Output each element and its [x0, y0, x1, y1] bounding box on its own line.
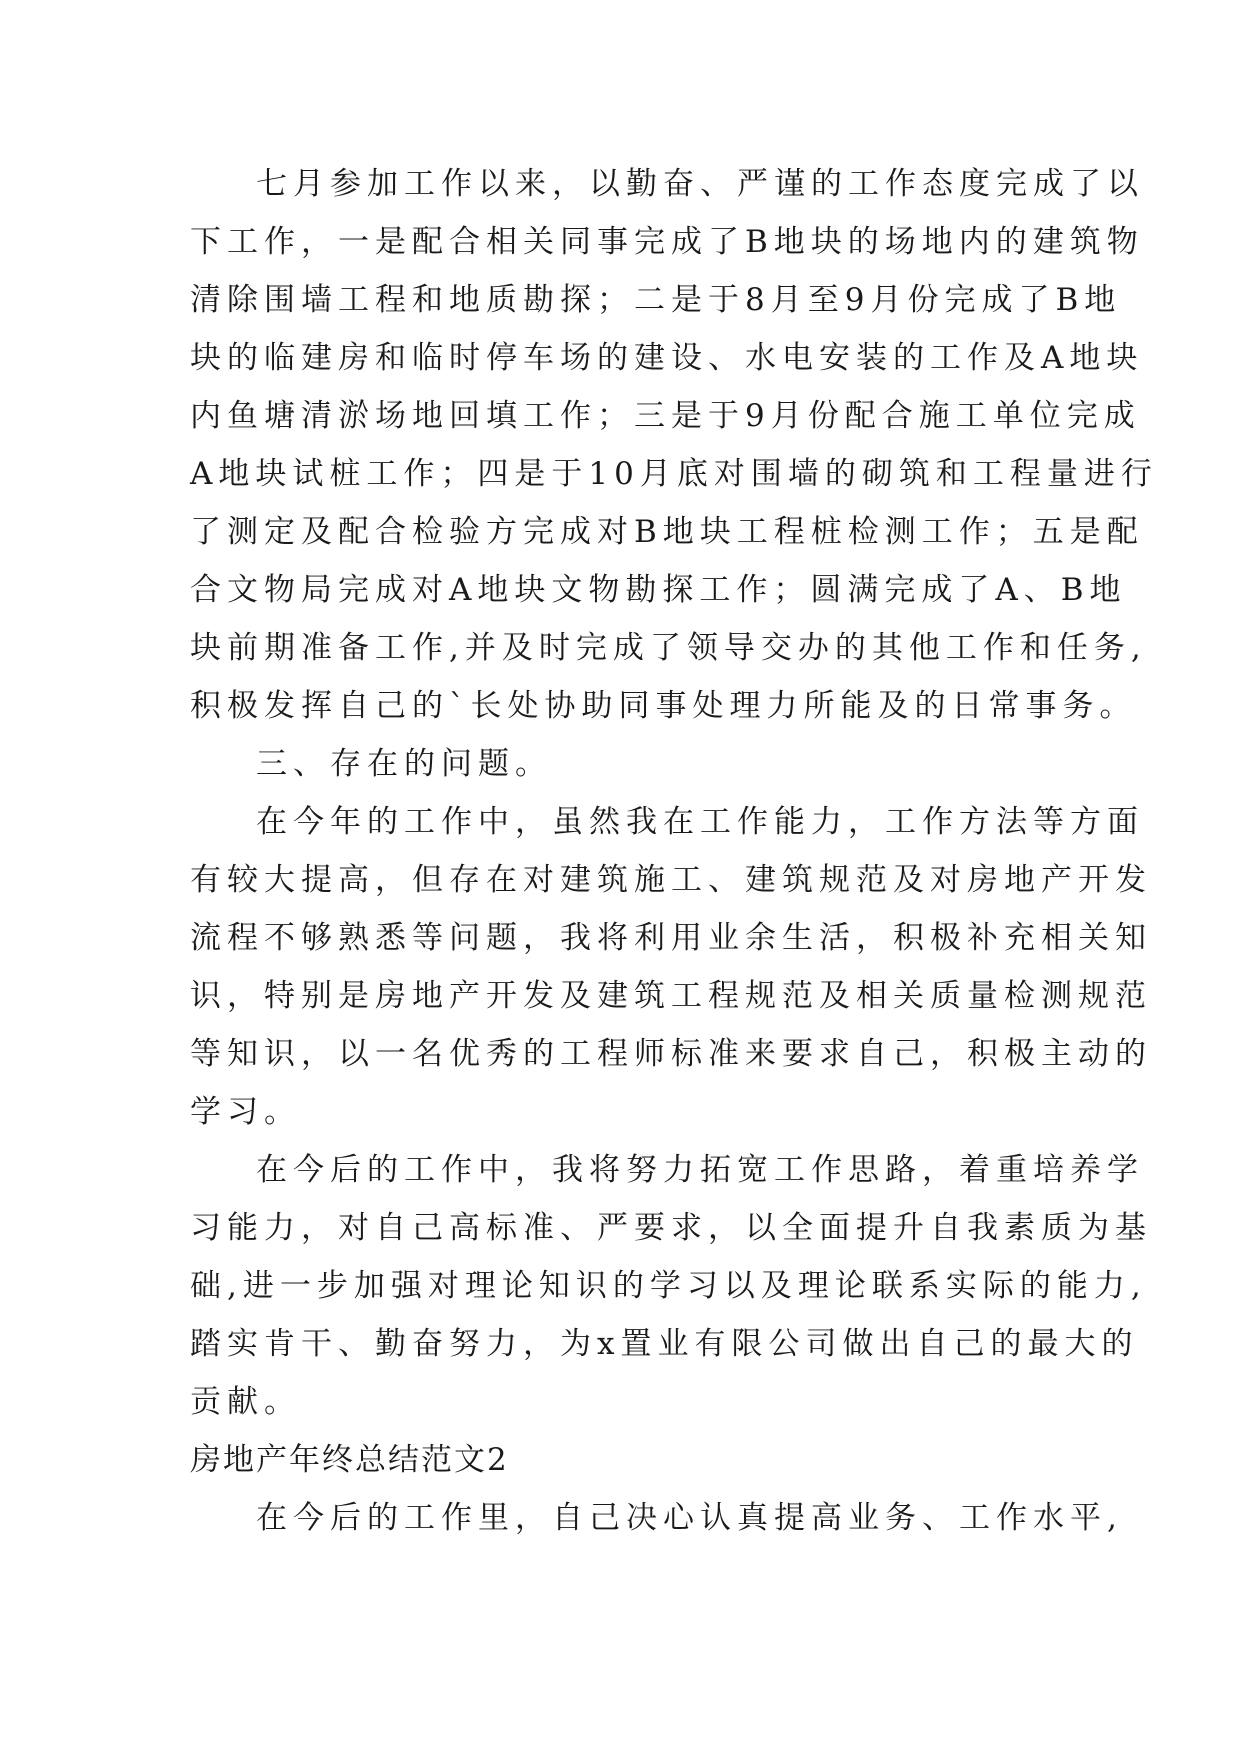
paragraph-line: 下工作，一是配合相关同事完成了B地块的场地内的建筑物: [190, 224, 1144, 260]
paragraph-line: 内鱼塘清淤场地回填工作；三是于9月份配合施工单位完成: [190, 398, 1141, 434]
paragraph-line: 块前期准备工作,并及时完成了领导交办的其他工作和任务,: [190, 630, 1147, 666]
paragraph-line: A地块试桩工作；四是于10月底对围墙的砌筑和工程量进行: [190, 456, 1158, 492]
paragraph-line: 识，特别是房地产开发及建筑工程规范及相关质量检测规范: [190, 978, 1152, 1014]
paragraph-line: 础,进一步加强对理论知识的学习以及理论联系实际的能力,: [190, 1268, 1147, 1304]
paragraph-line: 习能力，对自己高标准、严要求，以全面提升自我素质为基: [190, 1210, 1152, 1246]
paragraph-line: 在今后的工作中，我将努力拓宽工作思路，着重培养学: [256, 1152, 1144, 1188]
paragraph-line: 在今年的工作中，虽然我在工作能力，工作方法等方面: [256, 804, 1144, 840]
paragraph-line: 有较大提高，但存在对建筑施工、建筑规范及对房地产开发: [190, 862, 1152, 898]
paragraph-line: 合文物局完成对A地块文物勘探工作；圆满完成了A、B地: [190, 572, 1127, 608]
paragraph-line: 学习。: [190, 1094, 301, 1130]
document-page: [190, 155, 1158, 1547]
article-title: 房地产年终总结范文2: [190, 1442, 509, 1478]
paragraph-line: 贡献。: [190, 1384, 301, 1420]
section-heading: 三、存在的问题。: [256, 746, 552, 782]
paragraph-line: 踏实肯干、勤奋努力，为x置业有限公司做出自己的最大的: [190, 1326, 1139, 1362]
paragraph-line: 清除围墙工程和地质勘探；二是于8月至9月份完成了B地: [190, 282, 1122, 318]
paragraph-line: 流程不够熟悉等问题，我将利用业余生活，积极补充相关知: [190, 920, 1152, 956]
paragraph-line: 在今后的工作里，自己决心认真提高业务、工作水平,: [256, 1500, 1123, 1536]
paragraph-line: 了测定及配合检验方完成对B地块工程桩检测工作；五是配: [190, 514, 1144, 550]
paragraph-line: 七月参加工作以来，以勤奋、严谨的工作态度完成了以: [256, 166, 1144, 202]
paragraph-line: 等知识，以一名优秀的工程师标准来要求自己，积极主动的: [190, 1036, 1152, 1072]
paragraph-line: 积极发挥自己的`长处协助同事处理力所能及的日常事务。: [190, 688, 1137, 724]
paragraph-line: 块的临建房和临时停车场的建设、水电安装的工作及A地块: [190, 340, 1144, 376]
